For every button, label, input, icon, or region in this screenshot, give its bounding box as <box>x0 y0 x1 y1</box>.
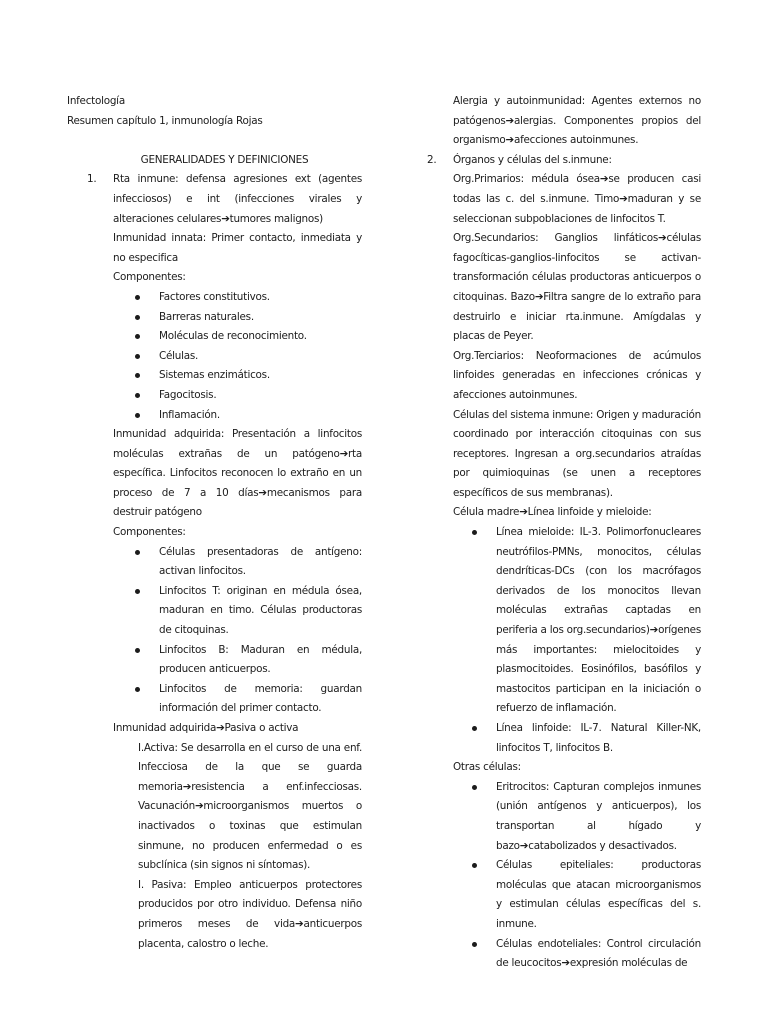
tertiary-organs: Org.Terciarios: Neoformaciones de acúmulos linfoides generadas en infecciones crónicas y afecciones autoinmunes. <box>453 349 701 401</box>
adaptive-components-list <box>113 543 362 719</box>
item-1-number: 1. <box>87 173 97 186</box>
list-item: Linfocitos T: originan en médula ósea, maduran en timo. Células productoras de citoquinas. <box>113 582 362 641</box>
immune-cells: Células del sistema inmune: Origen y maduración coordinado por interacción citoquinas con sus receptores. Ingresan a org.secundarios atraídas por quimioquinas (se unen a receptores específicos de sus membranas). <box>453 408 701 499</box>
list-item: Línea linfoide: IL-7. Natural Killer-NK, linfocitos T, linfocitos B. <box>450 719 701 758</box>
list-item: Factores constitutivos. <box>113 288 362 308</box>
list-item: Eritrocitos: Capturan complejos inmunes (unión antígenos y anticuerpos), los transportan al hígado y bazo➔catabolizados y desactivados. <box>450 778 701 856</box>
passive-immunity: I. Pasiva: Empleo anticuerpos protectores producidos por otro individuo. Defensa niño primeros meses de vida➔anticuerpos placenta, calostro o leche. <box>138 878 362 950</box>
active-immunity: I.Activa: Se desarrolla en el curso de una enf. Infecciosa de la que se guarda memoria➔resistencia a enf.infecciosas. Vacunación➔microorganismos muertos o inactivados o toxinas que estimulan sinmune, no producen enfermedad o es subclínica (sin signos ni síntomas). <box>138 741 362 872</box>
list-item: Sistemas enzimáticos. <box>113 366 362 386</box>
item-2-title: Órganos y células del s.inmune: <box>453 153 612 166</box>
list-item: Linfocitos B: Maduran en médula, producen anticuerpos. <box>113 641 362 680</box>
innate-components-list <box>113 288 362 425</box>
list-item: Inflamación. <box>113 406 362 426</box>
item-2-number: 2. <box>427 153 437 166</box>
section-title: GENERALIDADES Y DEFINICIONES <box>140 153 309 166</box>
list-item: Línea mieloide: IL-3. Polimorfonucleares neutrófilos-PMNs, monocitos, células dendríticas-DCs (con los macrófagos derivados de los monocitos llevan moléculas extrañas captadas en periferia a los org.secundarios)➔orígenes más importantes: mielocitoides y plasmocitoides. Eosinófilos, basófilos y mastocitos participan en la iniciación o refuerzo de inflamación. <box>450 523 701 719</box>
components-label: Componentes: <box>113 526 186 539</box>
list-item: Barreras naturales. <box>113 308 362 328</box>
other-cells-list <box>450 778 701 974</box>
primary-organs: Org.Primarios: médula ósea➔se producen casi todas las c. del s.inmune. Timo➔maduran y se seleccionan subpoblaciones de linfocitos T. <box>453 173 701 225</box>
list-item: Linfocitos de memoria: guardan información del primer contacto. <box>113 680 362 719</box>
stem-cell: Célula madre➔Línea linfoide y mieloide: <box>453 506 652 519</box>
components-label: Componentes: <box>113 271 186 284</box>
right-column <box>425 92 701 974</box>
other-cells-label: Otras células: <box>453 761 521 774</box>
cell-lines-list <box>450 523 701 758</box>
list-item: Células presentadoras de antígeno: activan linfocitos. <box>113 543 362 582</box>
list-item: Fagocitosis. <box>113 386 362 406</box>
adaptive-immunity: Inmunidad adquirida: Presentación a linfocitos moléculas extrañas de un patógeno➔rta específica. Linfocitos reconocen lo extraño en un proceso de 7 a 10 días➔mecanismos para destruir patógeno <box>113 428 362 519</box>
item-1 <box>87 170 362 229</box>
left-column <box>67 92 362 954</box>
blank-line <box>67 131 362 151</box>
header-subject: Infectología <box>67 95 125 107</box>
item-2 <box>427 151 701 171</box>
innate-immunity: Inmunidad innata: Primer contacto, inmediata y no especifica <box>113 232 362 264</box>
adaptive-types: Inmunidad adquirida➔Pasiva o activa <box>113 722 299 734</box>
list-item: Células. <box>113 347 362 367</box>
header-summary: Resumen capítulo 1, inmunología Rojas <box>67 114 263 127</box>
allergy-autoimmunity: Alergia y autoinmunidad: Agentes externos no patógenos➔alergias. Componentes propios del organismo➔afecciones autoinmunes. <box>453 95 701 147</box>
list-item: Moléculas de reconocimiento. <box>113 327 362 347</box>
item-1-text: Rta inmune: defensa agresiones ext (agentes infecciosos) e int (infecciones virales y alteraciones celulares➔tumores malignos) <box>113 173 362 225</box>
list-item: Células epiteliales: productoras moléculas que atacan microorganismos y estimulan células específicas del s. inmune. <box>450 856 701 934</box>
list-item: Células endoteliales: Control circulación de leucocitos➔expresión moléculas de <box>450 935 701 974</box>
secondary-organs: Org.Secundarios: Ganglios linfáticos➔células fagocíticas-ganglios-linfocitos se activan-transformación células productoras anticuerpos o citoquinas. Bazo➔Filtra sangre de lo extraño para destruirlo e iniciar rta.inmune. Amígdalas y placas de Peyer. <box>453 232 701 343</box>
